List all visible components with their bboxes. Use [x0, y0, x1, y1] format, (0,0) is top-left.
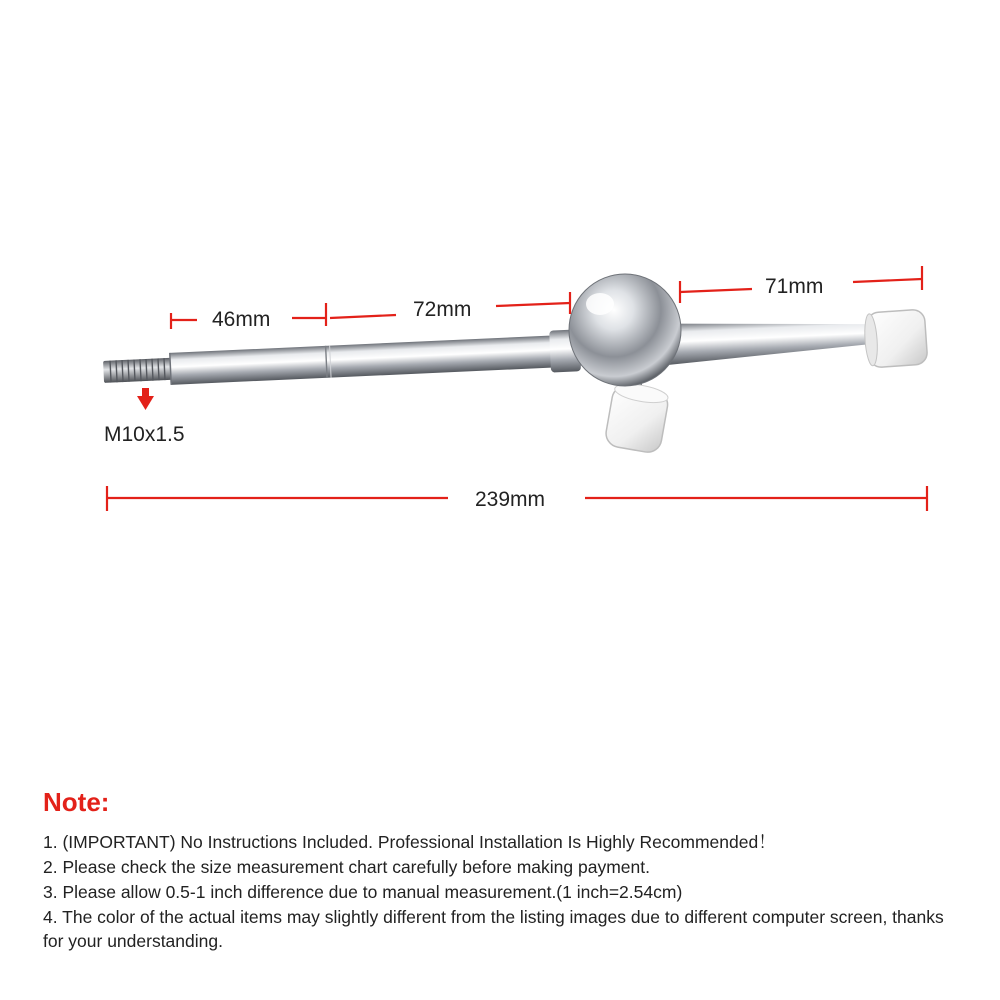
thread-size-label: M10x1.5 [104, 423, 185, 446]
dimension-72mm-label: 72mm [413, 298, 472, 321]
note-item: 1. (IMPORTANT) No Instructions Included. Professional Installation Is Highly Recommended！ [43, 832, 776, 852]
side-knob-icon [604, 381, 670, 455]
note-item: 3. Please allow 0.5-1 inch difference due to manual measurement.(1 inch=2.54cm) [43, 882, 683, 902]
dimension-71mm-label: 71mm [765, 275, 824, 298]
dimension-239mm-label: 239mm [475, 488, 546, 511]
upper-shaft [661, 314, 871, 365]
note-item: 4. The color of the actual items may slightly different from the listing images due to different computer screen, thanks for your understanding. [43, 907, 944, 951]
lower-shaft [170, 334, 581, 385]
note-title: Note: [43, 787, 110, 817]
note-list [43, 830, 963, 953]
note-item: 2. Please check the size measurement chart carefully before making payment. [43, 857, 650, 877]
dimension-46mm-label: 46mm [212, 308, 271, 331]
chrome-ball [569, 274, 681, 386]
note-section [43, 786, 963, 954]
dimension-lines [107, 266, 927, 511]
arrow-down-icon [137, 388, 154, 410]
end-knob-icon [863, 309, 928, 368]
threaded-tip [103, 358, 172, 383]
